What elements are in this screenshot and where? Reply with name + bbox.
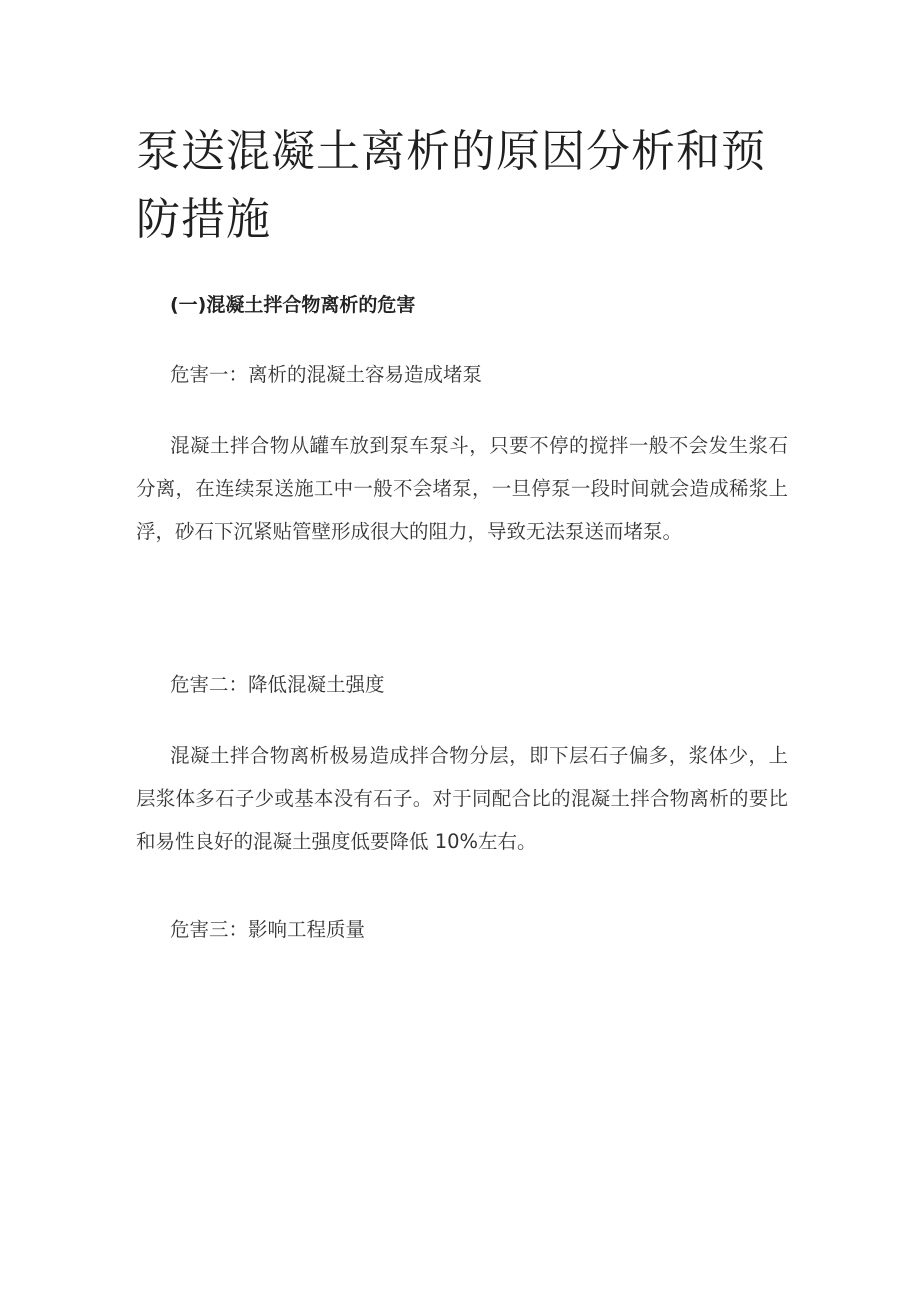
hazard-1-heading: 危害一：离析的混凝土容易造成堵泵 (170, 363, 483, 386)
section-heading: (一)混凝土拌合物离析的危害 (170, 294, 416, 316)
hazard-2-heading: 危害二：降低混凝土强度 (170, 673, 385, 696)
hazard-2-paragraph: 混凝土拌合物离析极易造成拌合物分层，即下层石子偏多，浆体少，上层浆体多石子少或基本没有石子。对于同配合比的混凝土拌合物离析的要比和易性良好的混凝土强度低要降低 10%左右。 (136, 744, 788, 853)
hazard-3-heading: 危害三：影响工程质量 (170, 918, 366, 941)
document-title: 泵送混凝土离析的原因分析和预防措施 (136, 126, 766, 245)
hazard-1-paragraph: 混凝土拌合物从罐车放到泵车泵斗，只要不停的搅拌一般不会发生浆石分离，在连续泵送施工中一般不会堵泵，一旦停泵一段时间就会造成稀浆上浮，砂石下沉紧贴管壁形成很大的阻力，导致无法泵送而堵泵。 (136, 434, 788, 543)
